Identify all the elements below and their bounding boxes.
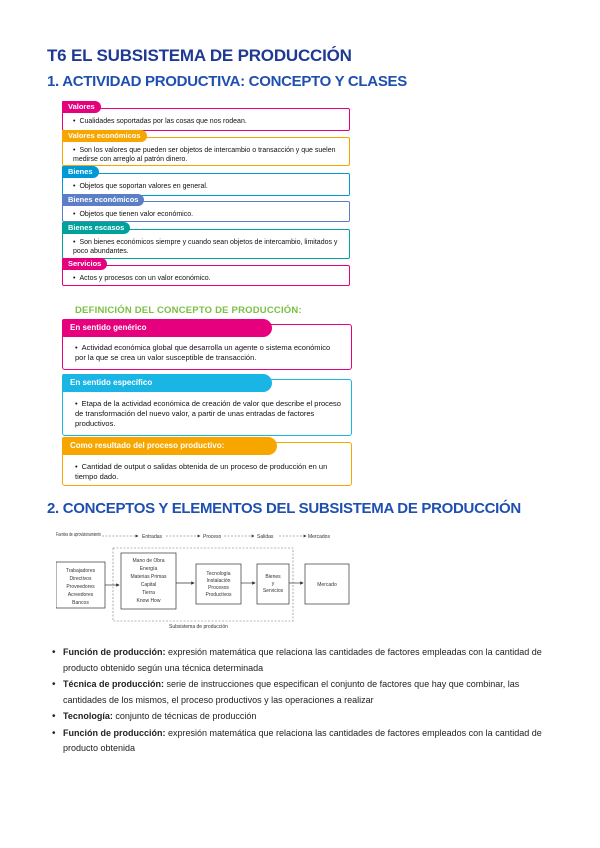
diagram-box4-line: y — [271, 581, 275, 587]
diagram-box4-line: Servicios — [262, 588, 284, 594]
page-title: T6 EL SUBSISTEMA DE PRODUCCIÓN — [47, 46, 352, 65]
diagram-box1-line: Bancos — [72, 600, 89, 606]
diagram-box3-line: Productivos — [205, 592, 232, 598]
diagram-box2-line: Energía — [139, 566, 158, 572]
card-text: • Son bienes económicos siempre y cuando sean objetos de intercambio, limitados y poco abundantes. — [73, 238, 343, 256]
diagram-box1-line: Acreedores — [67, 592, 94, 598]
list-item — [50, 645, 560, 676]
diagram-top-label: Mercados — [308, 534, 330, 540]
definition-heading: DEFINICIÓN DEL CONCEPTO DE PRODUCCIÓN: — [75, 305, 302, 316]
diagram-box1-line: Directivos — [69, 576, 92, 582]
bullet-text: conjunto de técnicas de producción — [112, 711, 257, 721]
concept-card-bienes — [62, 167, 350, 196]
bullet-text: serie de instrucciones que especifican el conjunto de factores que hay que combinar, las cantidades de los mismos, el proceso productivos y las operaciones a realizar — [63, 679, 520, 705]
card-label: Bienes económicos — [62, 194, 144, 206]
diagram-bottom-label: Subsistema de producción — [169, 624, 228, 630]
list-item — [50, 726, 560, 757]
concept-card-valores — [62, 102, 350, 131]
diagram-box2-line: Mano de Obra — [132, 558, 165, 564]
concept-card-servicios — [62, 259, 350, 286]
definition-card-especifico — [62, 379, 352, 436]
diagram-box1-line: Trabajadores — [65, 568, 96, 574]
bullet-term: Técnica de producción: — [63, 679, 165, 689]
card-text: • Son los valores que pueden ser objetos de intercambio o transacción y que suelen medirse con arreglo al patrón dinero. — [73, 146, 343, 164]
definition-card-generico — [62, 324, 352, 370]
card-label: Valores — [62, 101, 101, 113]
diagram-top-label: Entradas — [142, 534, 163, 540]
production-subsystem-diagram — [56, 528, 356, 632]
bullet-text: expresión matemática que relaciona las cantidades de factores empleados con la cantidad de producto obtenida — [63, 727, 542, 753]
card-label: Servicios — [62, 258, 107, 270]
diagram-box4-line: Bienes — [265, 574, 281, 580]
diagram-box3-line: Instalación — [206, 578, 231, 584]
concept-card-valores-economicos — [62, 131, 350, 166]
concept-card-bienes-economicos — [62, 195, 350, 222]
diagram-box5-label: Mercado — [317, 582, 337, 588]
diagram-box3-line: Procesos — [208, 585, 229, 591]
bullet-term: Función de producción: — [63, 647, 166, 657]
diagram-top-label: Fuentes de aprovisionamiento — [56, 532, 102, 538]
diagram-top-label: Proceso — [203, 534, 222, 540]
diagram-box2-line: Know How — [136, 598, 161, 604]
card-text: • Objetos que soportan valores en general. — [73, 182, 343, 191]
diagram-box1-line: Proveedores — [66, 584, 95, 590]
bullet-term: Tecnología: — [63, 711, 113, 721]
card-text: • Actos y procesos con un valor económico. — [73, 274, 343, 283]
card-label: Bienes — [62, 166, 99, 178]
diagram-box2-line: Capital — [140, 582, 157, 588]
diagram-box2-line: Tierra — [142, 590, 155, 596]
diagram-top-label: Salidas — [257, 534, 274, 540]
definition-text: • Etapa de la actividad económica de creación de valor que describe el proceso de transformación del nuevo valor, a partir de unas entradas de factores productivos. — [75, 399, 343, 429]
definition-label: En sentido genérico — [62, 319, 272, 337]
section-heading-2: 2. CONCEPTOS Y ELEMENTOS DEL SUBSISTEMA DE PRODUCCIÓN — [47, 500, 521, 517]
definition-text: • Actividad económica global que desarrolla un agente o sistema económico por la que se crea un valor susceptible de transacción. — [75, 343, 343, 363]
definition-label: En sentido específico — [62, 374, 272, 392]
list-item — [50, 709, 560, 725]
definition-label: Como resultado del proceso productivo: — [62, 437, 277, 455]
diagram-box2-line: Materias Primas — [130, 574, 167, 580]
list-item — [50, 677, 560, 708]
card-text: • Objetos que tienen valor económico. — [73, 210, 343, 219]
concept-card-bienes-escasos — [62, 223, 350, 259]
bullet-text: expresión matemática que relaciona las cantidades de factores empleadas con la cantidad de producto obtenido según una técnica determinada — [63, 647, 542, 673]
diagram-box3-line: Tecnología — [206, 571, 231, 577]
card-label: Valores económicos — [62, 130, 147, 142]
definition-card-resultado — [62, 442, 352, 486]
section-heading-1: 1. ACTIVIDAD PRODUCTIVA: CONCEPTO Y CLASES — [47, 73, 407, 90]
card-label: Bienes escasos — [62, 222, 130, 234]
bullet-term: Función de producción: — [63, 727, 166, 738]
definition-text: • Cantidad de output o salidas obtenida de un proceso de producción en un tiempo dado. — [75, 462, 343, 482]
definitions-bullet-list — [50, 645, 560, 758]
card-text: • Cualidades soportadas por las cosas que nos rodean. — [73, 117, 343, 126]
